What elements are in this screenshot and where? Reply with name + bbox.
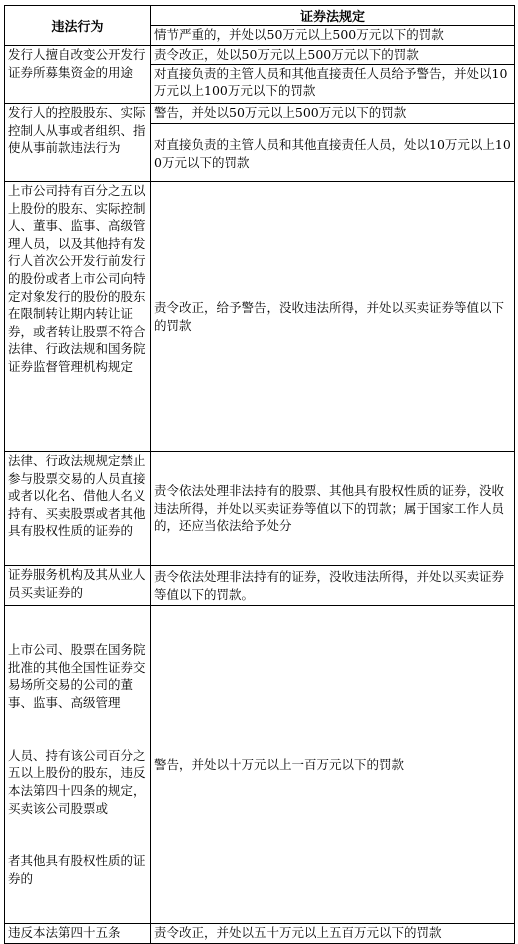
- table-row: [5, 923, 515, 943]
- table-row: [5, 182, 515, 452]
- table-cell: 违反本法第四十五条: [5, 923, 151, 943]
- table-row: [5, 104, 515, 182]
- table-row: [5, 452, 515, 566]
- penalty-table: [4, 5, 515, 944]
- cell-line: 者其他具有股权性质的证券的: [8, 853, 146, 886]
- table-cell: [151, 46, 515, 104]
- table-cell: 责令依法处理非法持有的股票、其他具有股权性质的证券，没收违法所得，并处以买卖证券等值以下的罚款；属于国家工作人员的，还应当依法给予处分: [151, 452, 515, 566]
- table-cell: 责令改正，给予警告，没收违法所得，并处以买卖证券等值以下的罚款: [151, 182, 515, 452]
- table-cell: 责令改正，并处以五十万元以上五百万元以下的罚款: [151, 923, 515, 943]
- table-row: [5, 566, 515, 606]
- header-securities-law: 证券法规定: [151, 6, 515, 26]
- table-cell: 警告，并处以十万元以上一百万元以下的罚款: [151, 606, 515, 924]
- table-cell: [5, 606, 151, 924]
- header-violation: 违法行为: [5, 6, 151, 46]
- cell-line: 责令改正，处以50万元以上500万元以下的罚款: [154, 47, 419, 62]
- table-cell: 发行人擅自改变公开发行证券所募集资金的用途: [5, 46, 151, 104]
- table-cell: 发行人的控股股东、实际控制人从事或者组织、指使从事前款违法行为: [5, 104, 151, 182]
- cell-line: 警告，并处以50万元以上500万元以下的罚款: [154, 105, 407, 120]
- cell-line: 上市公司、股票在国务院批准的其他全国性证券交易场所交易的公司的董事、监事、高级管理: [8, 642, 146, 710]
- cell-line: 对直接负责的主管人员和其他直接责任人员给予警告，并处以10万元以上100万元以下的罚款: [151, 64, 514, 100]
- table-cell: [151, 104, 515, 182]
- table-cell: 证券服务机构及其从业人员买卖证券的: [5, 566, 151, 606]
- table-row: [5, 606, 515, 924]
- table-row: [5, 46, 515, 104]
- table-cell: 情节严重的，并处以50万元以上500万元以下的罚款: [151, 26, 515, 46]
- table-cell: 法律、行政法规规定禁止参与股票交易的人员直接或者以化名、借他人名义持有、买卖股票或者其他具有股权性质的证券的: [5, 452, 151, 566]
- table-cell: 责令依法处理非法持有的证券，没收违法所得，并处以买卖证券等值以下的罚款。: [151, 566, 515, 606]
- cell-line: 对直接负责的主管人员和其他直接责任人员，处以10万元以上100万元以下的罚款: [151, 123, 514, 171]
- table-cell: 上市公司持有百分之五以上股份的股东、实际控制人、董事、监事、高级管理人员，以及其他持有发行人首次公开发行前发行的股份或者上市公司向特定对象发行的股份的股东在限制转让期内转让证券，或者转让股票不符合法律、行政法规和国务院证券监督管理机构规定: [5, 182, 151, 452]
- cell-line: 人员、持有该公司百分之五以上股份的股东，违反本法第四十四条的规定，买卖该公司股票或: [8, 747, 146, 816]
